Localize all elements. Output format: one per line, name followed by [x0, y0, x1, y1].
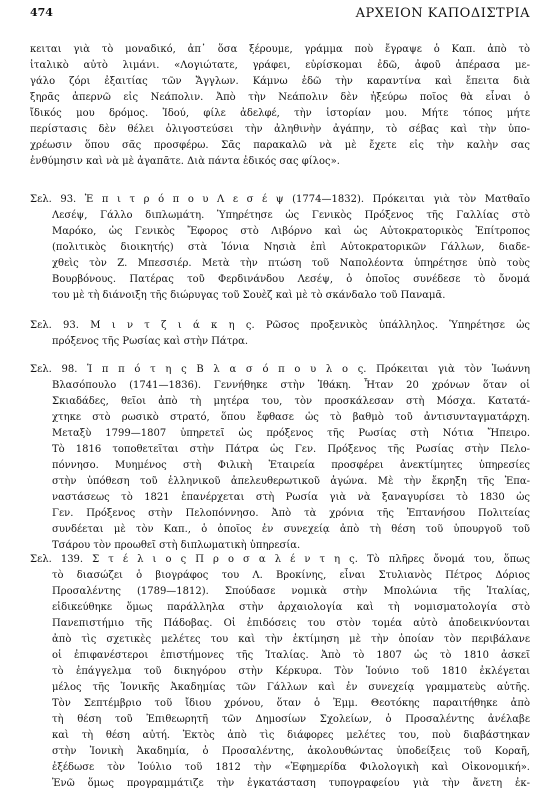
- paragraph-lines: [30, 318, 530, 350]
- running-title: ΑΡΧΕΙΟΝ ΚΑΠΟΔΙΣΤΡΙΑ: [355, 6, 530, 21]
- text-line: Πανεπιστήμιο τῆς Πάδοβας. Οἱ ἐπιδόσεις του στὸν τομέα αὐτὸ ἀποδεικνύονται: [52, 618, 530, 629]
- text-line: πόννησο. Μυημένος στὴ Φιλικὴ Ἑταιρεία προσφέρει ἀνεκτίμητες ὑπηρεσίες: [52, 460, 530, 471]
- text-line: χρέωσιν ὅπου σᾶς προσφέρω. Σᾶς παρακαλῶ νὰ μὲ ἔχετε εἰς τὴν καλὴν σας: [30, 140, 530, 151]
- text-line: περίστασις δὲν θέλει ὀλιγοστεύσει τὴν ἀληθινὴν ἀγάπην, τὸ σέβας καὶ τὴν ὑπο-: [30, 124, 530, 135]
- text-line: ναστάσεως τὸ 1821 ἐπανέρχεται στὴ Ρωσία γιὰ νὰ ξαναγυρίσει τὸ 1830 ὡς: [52, 492, 530, 503]
- paragraph-lines: [30, 192, 530, 304]
- note-mintziakis: [30, 318, 530, 350]
- text-line: πρόξενος τῆς Ρωσίας καὶ στὴν Πάτρα.: [52, 336, 249, 347]
- text-line: κειται γιὰ τὸ μοναδικό, ἀπ᾿ ὅσα ξέρουμε, γράμμα ποὺ ἔγραψε ὁ Καπ. ἀπὸ τὸ: [30, 44, 530, 55]
- text-line: Βλασόπουλο (1741—1836). Γεννήθηκε στὴν Ἰθάκη. Ἦταν 20 χρόνων ὅταν οἱ: [52, 380, 530, 391]
- text-line: ἰταλικὸ αὐτὸ λιμάνι. «Λογιώτατε, γράφει, εὑρίσκομαι ἐδῶ, ἀφοῦ ἀπέρασα με-: [30, 60, 530, 71]
- paragraph-letter-continuation: [30, 42, 530, 170]
- text-line: Προσαλέντης (1789—1812). Σπούδασε νομικὰ στὴν Μπολώνια τῆς Ἰταλίας,: [52, 586, 530, 597]
- note-heading-line: Σελ. 98. Ἱ π π ό τ η ς Β λ α σ ό π ο υ λ ο ς. Πρόκειται γιὰ τὸν Ἰωάννη: [30, 364, 530, 375]
- note-heading-line: Σελ. 93. Ἐ π ι τ ρ ό π ο υ Λ ε σ έ ψ (1774—1832). Πρόκειται γιὰ τὸν Ματθαῖο: [30, 194, 530, 205]
- text-line: (πολιτικὸς διοικητής) στὰ Ἰόνια Νησιὰ ἐπὶ Αὐτοκρατορικῶν Γάλλων, διαδε-: [52, 242, 530, 253]
- page-number: 474: [30, 6, 53, 19]
- note-heading-line: Σελ. 139. Σ τ έ λ ι ο ς Π ρ ο σ α λ έ ν τ η ς. Τὸ πλῆρες ὄνομά του, ὅπως: [30, 554, 530, 565]
- text-line: οἱ ἐπιφανέστεροι ἐπιστήμονες τῆς Ἰταλίας. Ἀπὸ τὸ 1807 ὡς τὸ 1810 ἀσκεῖ: [52, 650, 530, 661]
- text-line: Μαρόκο, ὡς Γενικὸς Ἔφορος στὸ Λιβόρνο καὶ ὡς Αὐτοκρατορικὸς Ἐπίτροπος: [52, 226, 530, 237]
- paragraph-lines: [30, 552, 530, 792]
- paragraph-lines: [30, 362, 530, 554]
- text-line: ἐξέδωσε τὸν Ἰούλιο τοῦ 1812 τὴν «Ἐφημερίδα Φιλολογικὴ καὶ Οἰκονομική».: [52, 762, 530, 773]
- text-line: Σκιαδάδες, θεῖοι ἀπὸ τὴ μητέρα του, τὸν προσκάλεσαν στὴ Μόσχα. Κατατά-: [52, 396, 530, 407]
- text-line: τὸ ἐπάγγελμα τοῦ δικηγόρου στὴν Κέρκυρα. Τὸν Ἰούνιο τοῦ 1810 ἐκλέγεται: [52, 666, 530, 677]
- text-line: Τὸ 1816 τοποθετεῖται στὴν Πάτρα ὡς Γεν. Πρόξενος τῆς Ρωσίας στὴν Πελο-: [52, 444, 530, 455]
- text-line: καὶ τὴ θέση αὐτή. Ἐκτὸς ἀπὸ τὶς διάφορες μελέτες του, ποὺ διαβάστηκαν: [52, 730, 530, 741]
- text-line: Γεν. Πρόξενος στὴν Πελοπόννησο. Ἀπὸ τὰ χρόνια τῆς Ἑπτανήσου Πολιτείας: [52, 508, 530, 519]
- note-vlasopoulos: [30, 362, 530, 554]
- text-line: στὴν Ἰονικὴ Ἀκαδημία, ὁ Προσαλέντης, ἀκολουθώντας ὑποδείξεις τοῦ Κοραῆ,: [52, 746, 530, 757]
- text-line: μέλος τῆς Ἰονικῆς Ἀκαδημίας τῶν Γάλλων καὶ ἐν συνεχείᾳ γραμματεὺς αὐτῆς.: [52, 682, 530, 693]
- paragraph-lines: [30, 42, 530, 170]
- text-line: χθεὶς τὸν Ζ. Μπεσσιέρ. Μετὰ τὴν πτώση τοῦ Ναπολέοντα ὑπηρέτησε ὑπὸ τοὺς: [52, 258, 530, 269]
- text-line: Μεταξὺ 1799—1807 ὑπηρετεῖ ὡς πρόξενος τῆς Ρωσίας στὴ Νότια Ἤπειρο.: [52, 428, 530, 439]
- text-line: εἰδικεύθηκε ὅμως παράλληλα στὴν ἀρχαιολογία καὶ τὴ νομισματολογία στὸ: [52, 602, 530, 613]
- text-line: Τσάρου τὸν προωθεῖ στὴ διπλωματικὴ ὑπηρεσία.: [52, 540, 301, 551]
- note-prosalentis: [30, 552, 530, 792]
- text-line: Ἐνῶ ὅμως προγραμμάτιζε τὴν ἐγκατάσταση τυπογραφείου γιὰ τὴν ἄνετη ἐκ-: [52, 778, 530, 789]
- text-line: ἐνθύμησιν καὶ νὰ μὲ ἀγαπᾶτε. Διὰ πάντα ἐδικός σας φίλος».: [30, 156, 340, 167]
- text-line: χτηκε στὸ ρωσικὸ στρατό, ὅπου ἔφθασε ὡς τὸ βαθμὸ τοῦ ἀντισυνταγματάρχη.: [52, 412, 530, 423]
- text-line: του μὲ τὴ διάνοιξη τῆς διώρυγας τοῦ Σουὲζ καὶ μὲ τὸ σκάνδαλο τοῦ Παναμᾶ.: [52, 290, 446, 301]
- text-line: ξηρᾶς ἀπερνῶ εἰς Νεάπολιν. Ἀπὸ τὴν Νεάπολιν δὲν ἠξεύρω ποῖος θὰ εἶναι ὁ: [30, 92, 530, 103]
- text-line: Λεσέψ, Γάλλο διπλωμάτη. Ὑπηρέτησε ὡς Γενικὸς Πρόξενος τῆς Γαλλίας στὸ: [52, 210, 530, 221]
- text-line: γάλο ζόρι ἐξαιτίας τῶν Ἄγγλων. Κάμνω ἐδῶ τὴν καραντίνα καὶ ἔπειτα διὰ: [30, 76, 530, 87]
- text-line: Βουρβόνους. Πατέρας τοῦ Φερδινάνδου Λεσέψ, ὁ ὁποῖος συνέδεσε τὸ ὄνομά: [52, 274, 530, 285]
- text-line: ἴδικός μου δρόμος. Ἰδού, φίλε ἀδελφέ, τὴν ἱστορίαν μου. Μήτε τόπος μήτε: [30, 108, 530, 119]
- text-line: τὸ διασώζει ὁ βιογράφος του Λ. Βροκίνης, εἶναι Στυλιανὸς Πέτρος Δόριος: [52, 570, 530, 581]
- running-header: [30, 6, 530, 26]
- text-line: στὴν ὑπόθεση τοῦ ἑλληνικοῦ ἀπελευθερωτικοῦ ἀγώνα. Μὲ τὴν ἔκρηξη τῆς Ἐπα-: [52, 476, 530, 487]
- text-line: τὴ θέση τοῦ Ἐπιθεωρητῆ τῶν Δημοσίων Σχολείων, ὁ Προσαλέντης ἀνέλαβε: [52, 714, 530, 725]
- text-line: ἀπὸ τὶς σχετικὲς μελέτες του καὶ τὴν ἐκτίμηση μὲ τὴν ὁποίαν τὸν περιβάλανε: [52, 634, 530, 645]
- text-line: Τὸν Σεπτέμβριο τοῦ ἴδιου χρόνου, ὅταν ὁ Ἐμμ. Θεοτόκης παραιτήθηκε ἀπὸ: [52, 698, 530, 709]
- text-line: συνδέεται μὲ τὸν Καπ., ὁ ὁποῖος ἐν συνεχείᾳ ἀπὸ τὴ θέση τοῦ ὑπουργοῦ τοῦ: [52, 524, 530, 535]
- note-heading-line: Σελ. 93. Μ ι ν τ ζ ι ά κ η ς. Ρῶσος προξενικὸς ὑπάλληλος. Ὑπηρέτησε ὡς: [30, 320, 530, 331]
- note-lesseps: [30, 192, 530, 304]
